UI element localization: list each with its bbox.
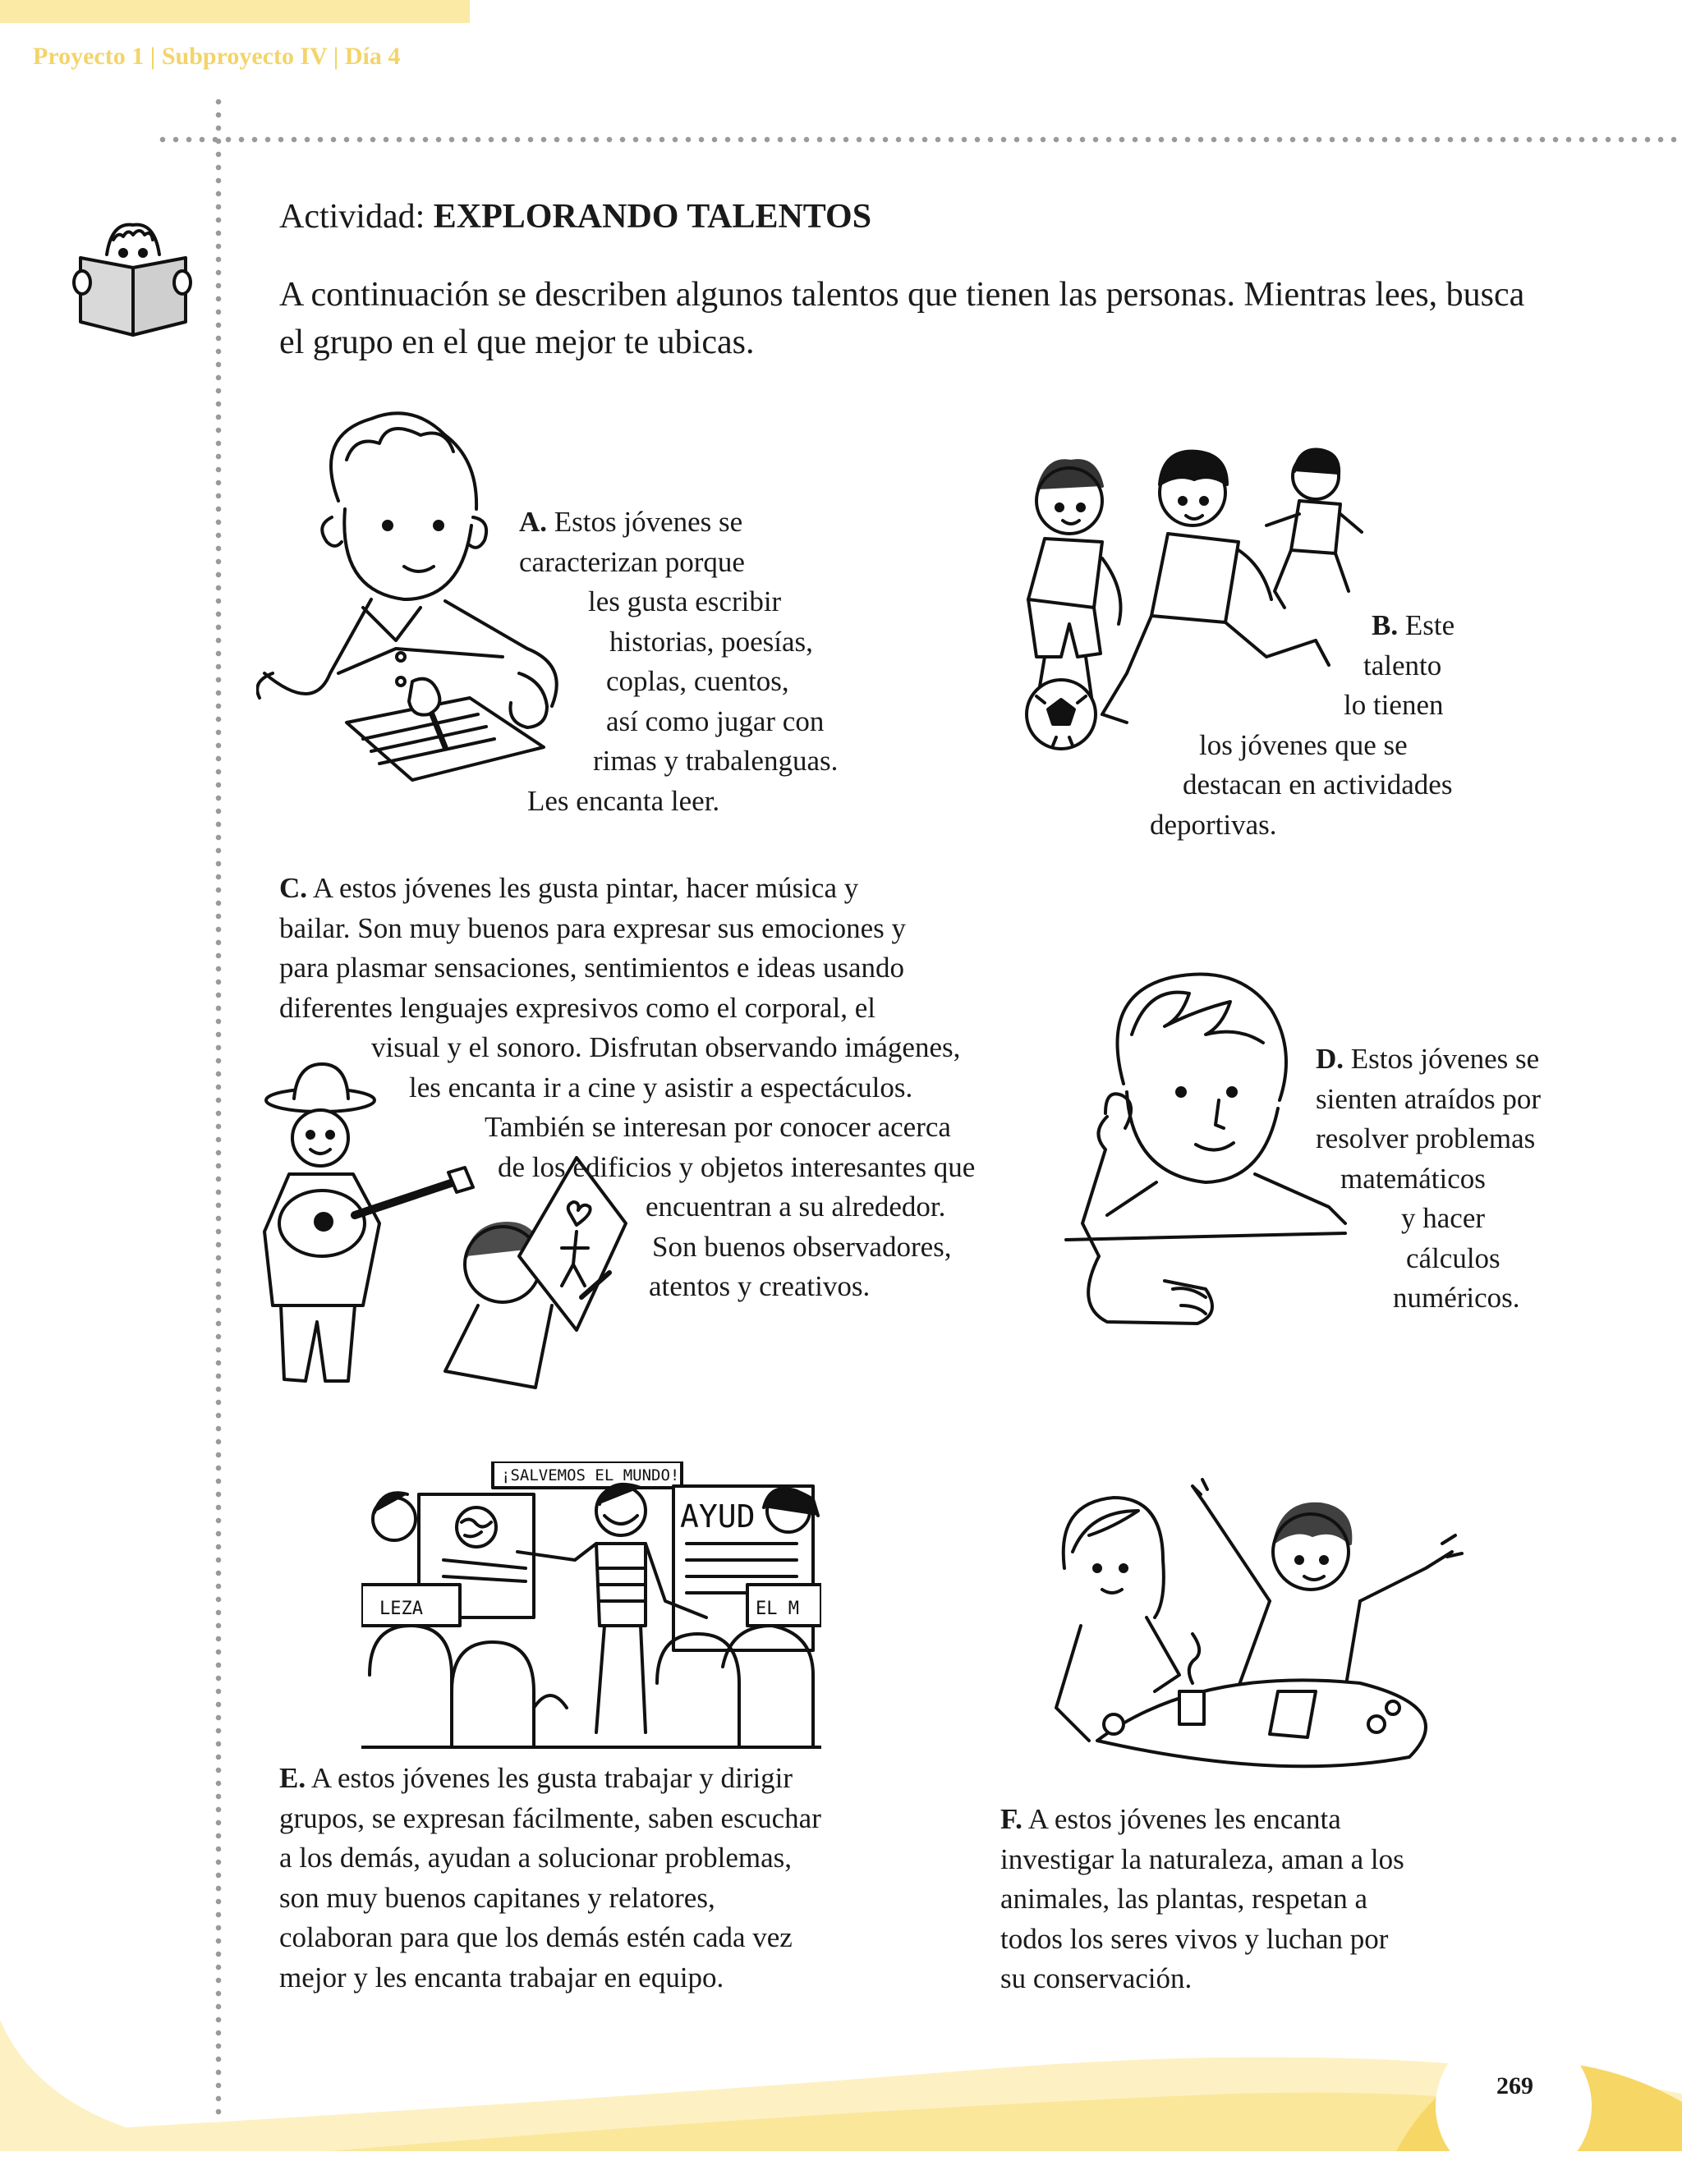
- horizontal-dotted-line: [156, 136, 1682, 143]
- thinking-boy-illustration: [1058, 961, 1353, 1338]
- talent-f-text: F. A estos jóvenes les encanta investigar la naturaleza, aman a los animales, las plantas, respetan a todos los seres vivos y luchan por su conservación.: [1000, 1803, 1404, 1994]
- classroom-presentation-illustration: [361, 1461, 821, 1749]
- poster-text: AYUD: [680, 1498, 756, 1535]
- page-number-badge: [1436, 2028, 1592, 2184]
- top-accent-bar: [0, 0, 470, 23]
- banner-text: ¡SALVEMOS EL MUNDO!: [501, 1466, 680, 1484]
- talent-a-text: A. Estos jóvenes se caracterizan porque les gusta escribir historias, poesías, coplas, cuentos, así como jugar con rimas y trabalenguas. Les encanta leer.: [519, 506, 839, 817]
- sign-left-text: LEZA: [379, 1599, 423, 1619]
- footer-wave: [0, 1971, 1682, 2151]
- sign-right-text: EL M: [756, 1599, 799, 1619]
- page-number: 269: [1496, 2072, 1533, 2099]
- breadcrumb: Proyecto 1 | Subproyecto IV | Día 4: [33, 43, 401, 70]
- reading-book-icon: [69, 207, 192, 338]
- vertical-dotted-line: [215, 95, 222, 2131]
- talent-c-text: C. A estos jóvenes les gusta pintar, hacer música y bailar. Son muy buenos para expresar sus emociones y para plasmar sensaciones, sentimientos e ideas usando diferentes lenguajes expresivos como el corporal, el visual y el sonoro. Disfrutan observando imágenes, les encanta ir a cine y asistir a espectáculos. También se interesan por conocer acerca de los edificios y objetos interesantes que encuentran a su alrededor. Son buenos observadores, atentos y creativos.: [279, 872, 976, 1302]
- activity-title: Actividad: EXPLORANDO TALENTOS: [279, 198, 872, 236]
- talent-b-text: B. Este talento lo tienen los jóvenes que se destacan en actividades deportivas.: [1150, 609, 1455, 841]
- activity-intro: A continuación se describen algunos talentos que tienen las personas. Mientras lees, busca el grupo en el que mejor te ubicas.: [279, 276, 1525, 361]
- talent-e-text: E. A estos jóvenes les gusta trabajar y dirigir grupos, se expresan fácilmente, saben escuchar a los demás, ayudan a solucionar problemas, son muy buenos capitanes y relatores, colaboran para que los demás estén cada vez mejor y les encanta trabajar en equipo.: [279, 1762, 821, 1994]
- talent-a-line-1: A. Estos jóvenes se: [519, 506, 743, 538]
- talent-d-text: D. Estos jóvenes se sienten atraídos por resolver problemas matemáticos y hacer cálculos numéricos.: [1316, 1043, 1542, 1314]
- nature-investigators-illustration: [1032, 1478, 1475, 1773]
